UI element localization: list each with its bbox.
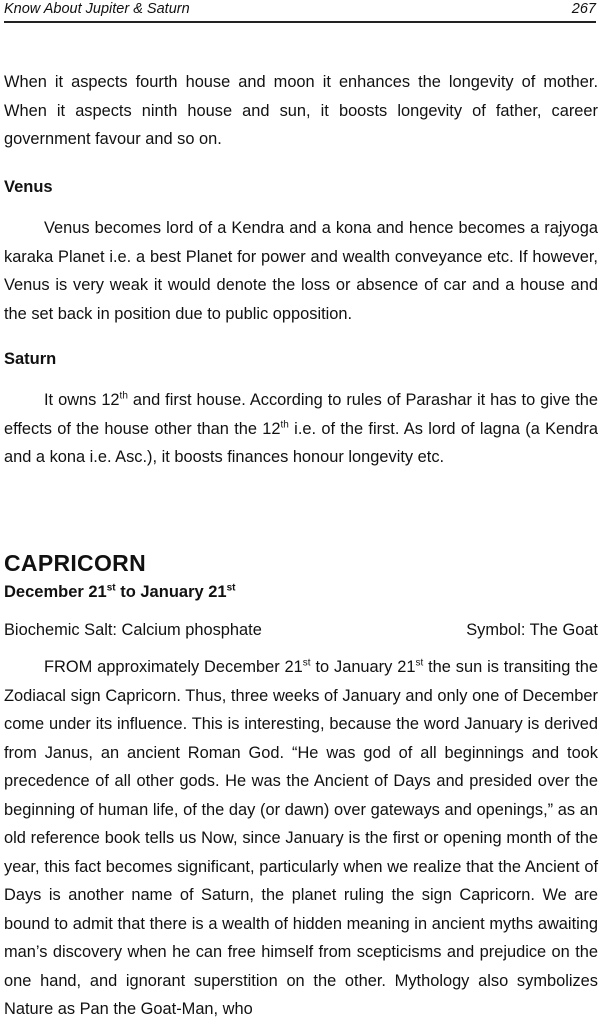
saturn-sup-1: th	[119, 390, 128, 402]
capricorn-body-sup-2: st	[415, 657, 424, 669]
saturn-text-2: and first house. According to rules of Parashar it has to give the effects of the house other than the 12	[4, 391, 598, 438]
capricorn-body-1: FROM approximately December 21	[44, 658, 303, 676]
date-start-sup: st	[106, 582, 116, 594]
saturn-paragraph	[4, 386, 598, 472]
page-number: 267	[571, 1, 596, 17]
date-end: to January 21	[115, 583, 227, 601]
venus-paragraph: Venus becomes lord of a Kendra and a kona and hence becomes a rajyoga karaka Planet i.e. a best Planet for power and wealth conveyance etc. If however, Venus is very weak it would denote the loss or absence of car and a house and the set back in position due to public opposition.	[4, 219, 598, 323]
header-rule	[4, 21, 596, 23]
date-end-sup: st	[226, 582, 236, 594]
capricorn-body-2: to January 21	[310, 658, 416, 676]
running-title: Know About Jupiter & Saturn	[4, 1, 190, 17]
date-start: December 21	[4, 583, 107, 601]
saturn-text-1: It owns 12	[44, 391, 120, 409]
saturn-sup-2: th	[280, 419, 289, 431]
capricorn-body-3: the sun is transiting the Zodiacal sign Capricorn. Thus, three weeks of January and only one of December come under its influence. This is interesting, because the word January is derived from Janus, an ancient Roman God. “He was god of all beginnings and took precedence of all other gods. He was the Ancient of Days and presided over the beginning of human life, of the day (or dawn) over gateways and openings,” as an old reference book tells us Now, since January is the first or opening month of the year, this fact becomes significant, particularly when we realize that the Ancient of Days is another name of Saturn, the planet ruling the sign Capricorn. We are bound to admit that there is a wealth of hidden meaning in ancient myths awaiting man’s discovery when he can free himself from scepticisms and prejudice on the one hand, and ignorant superstition on the other. Mythology also symbolizes Nature as Pan the Goat-Man, who	[4, 658, 598, 1018]
capricorn-paragraph	[4, 653, 598, 1024]
intro-paragraph: When it aspects fourth house and moon it enhances the longevity of mother. When it aspects ninth house and sun, it boosts longevity of father, career government favour and so on.	[4, 73, 598, 148]
saturn-text-3: i.e. of the first. As lord of lagna (a Kendra and a kona i.e. Asc.), it boosts finances honour longevity etc.	[4, 419, 598, 466]
venus-heading: Venus	[4, 178, 53, 196]
running-header	[4, 0, 596, 20]
saturn-heading: Saturn	[4, 350, 57, 368]
zodiac-symbol: Symbol: The Goat	[466, 621, 598, 639]
capricorn-date-range	[4, 581, 236, 603]
capricorn-body-sup-1: st	[302, 657, 311, 669]
biochemic-salt: Biochemic Salt: Calcium phosphate	[4, 621, 262, 639]
capricorn-heading: CAPRICORN	[4, 550, 146, 576]
salt-symbol-row	[4, 618, 598, 644]
